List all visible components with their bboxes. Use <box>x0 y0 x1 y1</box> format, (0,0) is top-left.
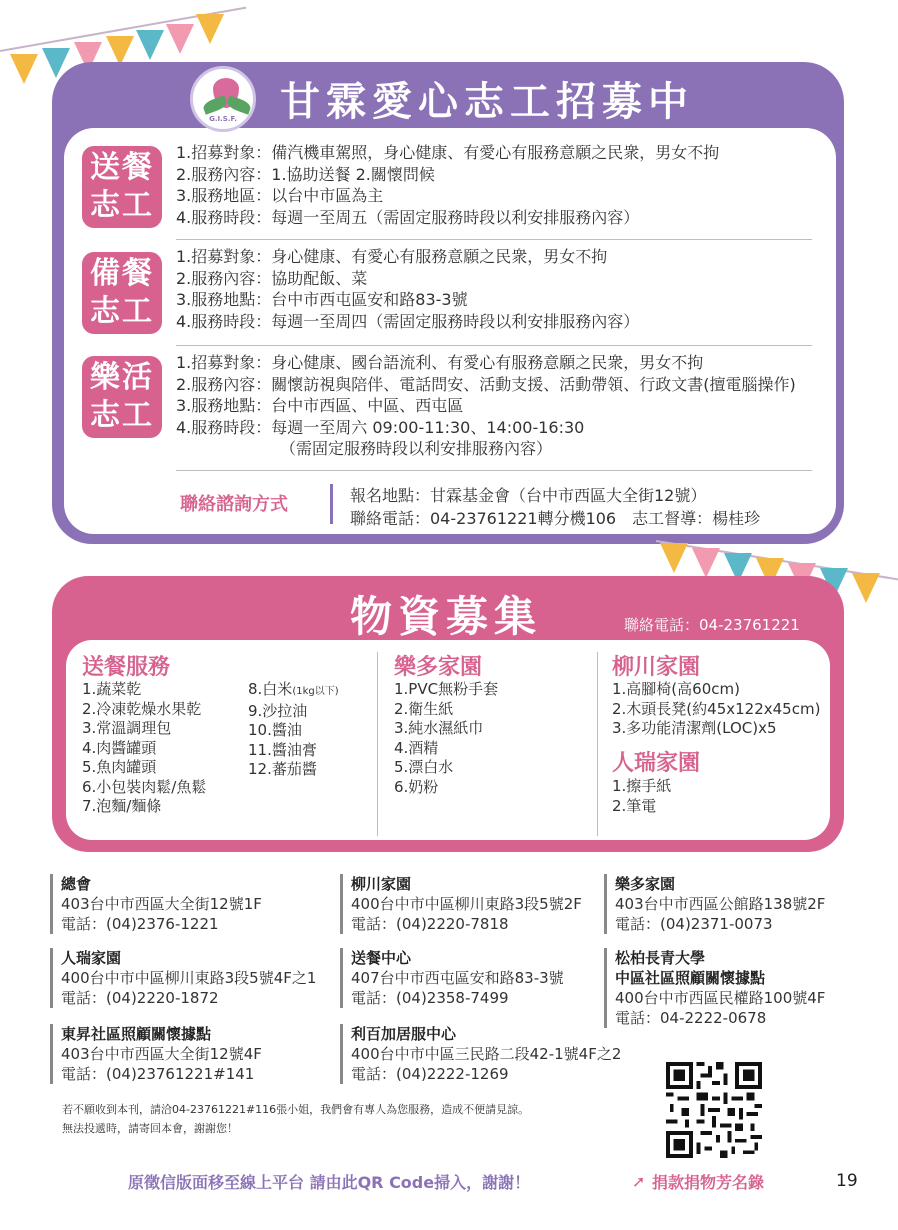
bunting-flag <box>852 573 880 603</box>
detail-line: 1.招募對象：身心健康、國台語流利、有愛心有服務意願之民衆，男女不拘 <box>176 353 704 372</box>
notice-line: 若不願收到本刊，請洽04-23761221#116張小姐，我們會有專人為您服務，造成不便請見諒。 <box>62 1103 530 1116</box>
meal-delivery-details <box>176 142 719 228</box>
address-block-liuchuan <box>340 874 582 934</box>
list-item: 3.常溫調理包 <box>82 719 172 737</box>
list-item: 3.多功能清潔劑(LOC)x5 <box>612 719 777 737</box>
leduo-heading: 樂多家園 <box>394 655 483 680</box>
mailing-notice <box>62 1100 529 1138</box>
detail-line: 3.服務地區：以台中市區為主 <box>176 186 384 205</box>
column-divider <box>377 652 378 836</box>
address-name: 松柏長青大學 <box>615 949 706 967</box>
address-block-leduo <box>604 874 825 934</box>
logo-text: G.I.S.F. <box>209 115 237 123</box>
list-item: 2.筆電 <box>612 796 657 815</box>
column-divider <box>597 652 598 836</box>
address-text: 400台中市中區三民路二段42-1號4F之2 <box>351 1045 622 1063</box>
address-text: 403台中市西區大全街12號4F <box>61 1045 262 1063</box>
leduo-list <box>394 680 498 797</box>
address-phone: 電話：(04)2222-1269 <box>351 1065 509 1083</box>
detail-line: 1.招募對象：身心健康、有愛心有服務意願之民衆，男女不拘 <box>176 247 608 266</box>
list-item: 6.小包裝肉鬆/魚鬆 <box>82 777 207 796</box>
address-text: 400台中市中區柳川東路3段5號4F之1 <box>61 969 317 987</box>
list-item: 7.泡麵/麵條 <box>82 797 162 815</box>
address-block-headquarters <box>50 874 262 934</box>
address-block-songbai <box>604 948 825 1028</box>
meal-service-list-2 <box>248 680 339 780</box>
list-item: 1.高腳椅(高60cm) <box>612 680 740 698</box>
supplies-title: 物資募集 <box>350 592 543 641</box>
address-block-dongsheng <box>50 1024 262 1084</box>
address-name: 東昇社區照顧關懷據點 <box>61 1025 212 1043</box>
address-block-rebekah <box>340 1024 621 1084</box>
badge-line: 志工 <box>90 188 154 223</box>
list-item: 12.蕃茄醬 <box>248 760 317 778</box>
renrui-list <box>612 777 671 816</box>
pointer-arrow-icon: ➚ <box>632 1172 646 1191</box>
bunting-flag <box>166 24 194 54</box>
contact-phone: 聯絡電話：04-23761221轉分機106 志工督導：楊桂珍 <box>350 509 761 528</box>
meal-delivery-badge <box>82 146 162 228</box>
detail-line: （需固定服務時段以利安排服務內容） <box>280 439 553 458</box>
meal-prep-badge <box>82 252 162 334</box>
address-phone: 電話：04-2222-0678 <box>615 1009 767 1027</box>
section-divider <box>176 239 812 240</box>
active-living-badge <box>82 356 162 438</box>
address-name: 送餐中心 <box>351 949 412 967</box>
address-name: 樂多家園 <box>615 875 676 893</box>
foundation-logo <box>190 66 256 132</box>
bunting-flag <box>136 30 164 60</box>
meal-prep-details <box>176 246 639 332</box>
address-text: 407台中市西屯區安和路83-3號 <box>351 969 564 987</box>
supplies-phone: 聯絡電話：04-23761221 <box>624 616 800 634</box>
address-name: 中區社區照顧關懷據點 <box>615 969 766 987</box>
detail-line: 3.服務地點：台中市西屯區安和路83-3號 <box>176 290 468 309</box>
badge-line: 備餐 <box>90 256 154 291</box>
qr-code[interactable] <box>666 1062 762 1158</box>
address-phone: 電話：(04)2371-0073 <box>615 915 773 933</box>
address-phone: 電話：(04)2358-7499 <box>351 989 509 1007</box>
contact-bar <box>330 484 333 524</box>
detail-line: 2.服務內容：關懷訪視與陪伴、電話問安、活動支援、活動帶領、行政文書(擅電腦操作) <box>176 374 796 394</box>
list-item: 9.沙拉油 <box>248 701 308 720</box>
footer-instruction: 原徵信版面移至線上平台 請由此QR Code掃入，謝謝！ <box>128 1173 531 1192</box>
meal-service-list <box>82 680 206 817</box>
volunteer-title: 甘霖愛心志工招募中 <box>280 79 694 125</box>
address-phone: 電話：(04)2220-7818 <box>351 915 509 933</box>
list-item: 2.木頭長凳(約45x122x45cm) <box>612 699 821 718</box>
detail-line: 2.服務內容：1.協助送餐 2.關懷問候 <box>176 164 435 184</box>
address-phone: 電話：(04)2220-1872 <box>61 989 219 1007</box>
badge-line: 送餐 <box>90 150 154 185</box>
bunting-flag <box>660 543 688 573</box>
badge-line: 樂活 <box>90 360 154 395</box>
list-item: 1.擦手紙 <box>612 777 672 795</box>
detail-line: 3.服務地點：台中市西區、中區、西屯區 <box>176 396 464 415</box>
detail-line: 4.服務時段：每週一至周四（需固定服務時段以利安排服務內容） <box>176 311 640 331</box>
list-item-note: (1kg以下) <box>292 686 339 697</box>
list-item: 11.醬油膏 <box>248 740 317 759</box>
address-name: 柳川家園 <box>351 875 412 893</box>
detail-line: 1.招募對象：備汽機車駕照，身心健康、有愛心有服務意願之民衆，男女不拘 <box>176 143 720 162</box>
leaf-icon <box>226 95 253 114</box>
list-item: 4.酒精 <box>394 738 439 757</box>
active-living-details <box>176 352 796 460</box>
list-item: 1.蔬菜乾 <box>82 680 142 698</box>
address-name: 利百加居服中心 <box>351 1025 457 1043</box>
list-item-text: 8.白米 <box>248 680 293 698</box>
section-divider <box>176 345 812 346</box>
list-item: 10.醬油 <box>248 721 302 739</box>
list-item: 5.漂白水 <box>394 758 454 776</box>
list-item: 3.純水濕紙巾 <box>394 719 484 737</box>
leaf-icon <box>202 95 229 114</box>
renrui-heading: 人瑞家園 <box>612 751 701 776</box>
liuchuan-heading: 柳川家園 <box>612 655 701 680</box>
address-name: 總會 <box>61 875 92 893</box>
address-phone: 電話：(04)2376-1221 <box>61 915 219 933</box>
list-item: 5.魚肉罐頭 <box>82 758 157 776</box>
address-block-meal-center <box>340 948 564 1008</box>
donor-list-link[interactable]: 捐款捐物芳名錄 <box>652 1173 765 1192</box>
notice-line: 無法投遞時，請寄回本會，謝謝您！ <box>62 1122 238 1135</box>
list-item: 6.奶粉 <box>394 777 439 796</box>
list-item: 4.肉醬罐頭 <box>82 738 157 757</box>
list-item: 1.PVC無粉手套 <box>394 680 499 698</box>
section-divider <box>176 470 812 471</box>
address-text: 403台中市西區大全街12號1F <box>61 895 262 913</box>
address-text: 403台中市西區公館路138號2F <box>615 895 826 913</box>
detail-line: 4.服務時段：每週一至周六 09:00-11:30、14:00-16:30 <box>176 417 585 437</box>
bunting-flag <box>692 548 720 578</box>
badge-line: 志工 <box>90 398 154 433</box>
address-block-renrui <box>50 948 316 1008</box>
list-item: 2.衛生紙 <box>394 699 454 718</box>
address-name: 人瑞家園 <box>61 949 122 967</box>
list-item <box>248 680 339 702</box>
bunting-flag <box>10 54 38 84</box>
badge-line: 志工 <box>90 294 154 329</box>
address-text: 400台中市中區柳川東路3段5號2F <box>351 895 582 913</box>
meal-service-heading: 送餐服務 <box>82 655 171 680</box>
list-item: 2.冷凍乾燥水果乾 <box>82 699 202 718</box>
address-phone: 電話：(04)23761221#141 <box>61 1065 255 1083</box>
bunting-flag <box>196 14 224 44</box>
detail-line: 2.服務內容：協助配飯、菜 <box>176 268 368 288</box>
contact-label: 聯絡諮詢方式 <box>180 494 288 515</box>
page-number: 19 <box>836 1171 858 1191</box>
contact-address: 報名地點：甘霖基金會（台中市西區大全街12號） <box>350 486 707 505</box>
address-text: 400台中市西區民權路100號4F <box>615 989 826 1007</box>
liuchuan-list <box>612 680 820 739</box>
detail-line: 4.服務時段：每週一至周五（需固定服務時段以利安排服務內容） <box>176 207 640 227</box>
